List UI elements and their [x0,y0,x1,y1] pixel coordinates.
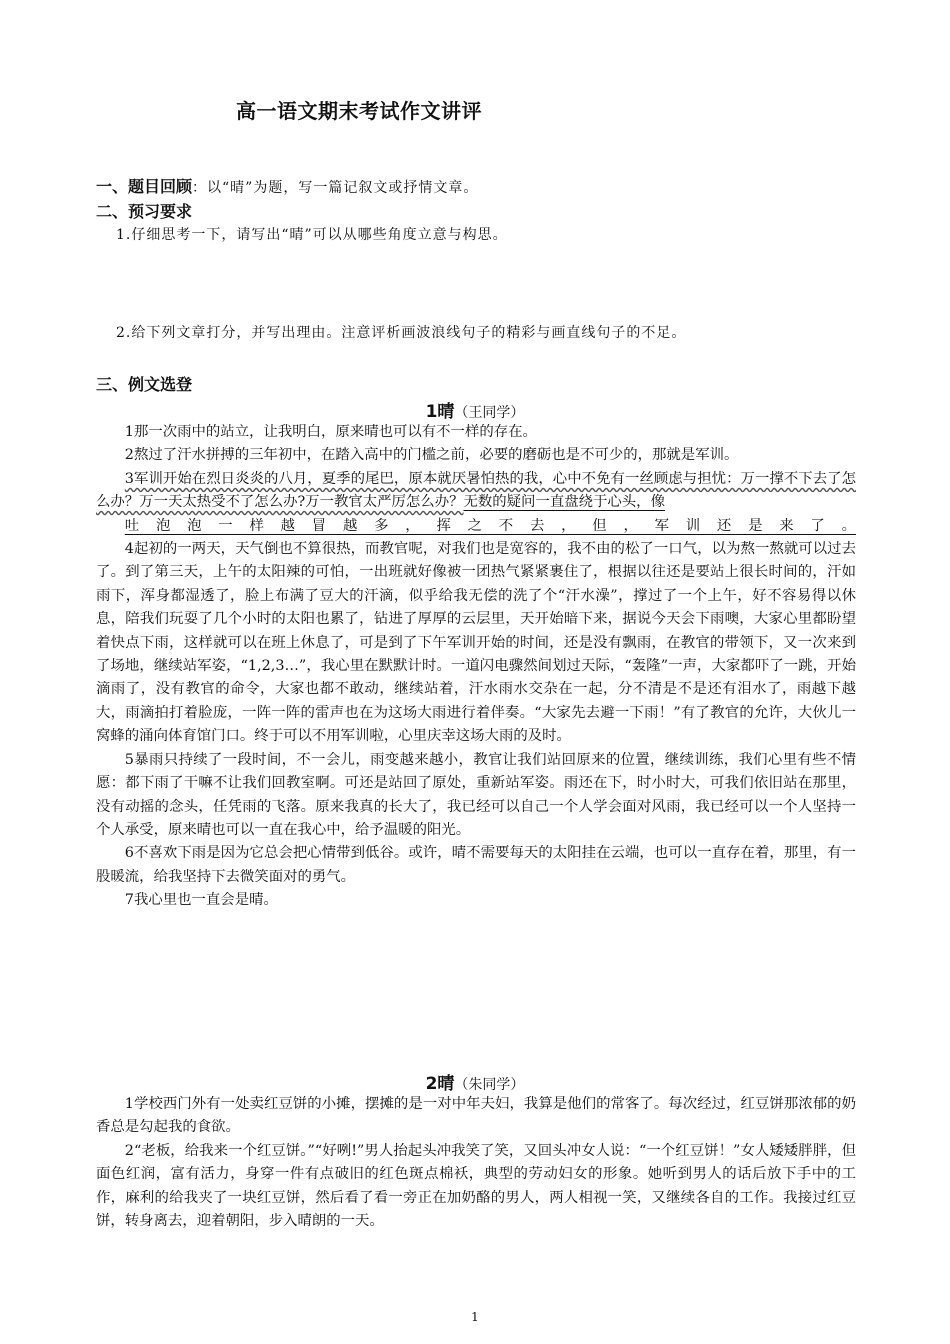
essay-1-heading [0,397,950,422]
section-examples-heading: 三、例文选登 [96,375,193,394]
essay-2-heading [0,1069,950,1094]
essay-1-author: （王同学） [454,405,525,421]
section-topic-text: ：以“晴”为题，写一篇记叙文或抒情文章。 [192,180,479,196]
page-title: 高一语文期末考试作文讲评 [236,99,482,123]
straight-underlined-sentence: 吐泡泡一样越冒越多，挥之不去，但，军训还是来了。 [124,517,856,534]
essay-1-paragraph: 5暴雨只持续了一段时间，不一会儿，雨变越来越小，教官让我们站回原来的位置，继续训练，我们心里有些不情愿：都下雨了干嘛不让我们回教室啊。可还是站回了原处，重新站军姿。雨还在下，时小时大，可我们依旧站在那里，没有动摇的念头，任凭雨的飞落。原来我真的长大了，我已经可以自己一个人学会面对风雨，我已经可以一个人坚持一个人承受，原来晴也可以一直在我心中，给予温暖的阳光。 [96,751,856,838]
essay-2-paragraph: 2“老板，给我来一个红豆饼。”“好咧!”男人抬起头冲我笑了笑，又回头冲女人说：“一个红豆饼！”女人矮矮胖胖，但面色红润，富有活力，身穿一件有点破旧的红色斑点棉袄，典型的劳动妇女的形象。她听到男人的话后放下手中的工作，麻利的给我夹了一块红豆饼，然后看了看一旁正在加奶酪的男人，两人相视一笑，又继续各自的工作。我接过红豆饼，转身离去，迎着朝阳，步入晴朗的一天。 [96,1142,856,1230]
section-topic-review [96,174,478,197]
wavy-underlined-sentence: 3军训开始在烈日炎炎的八月，夏季的尾巴，原本就厌暑怕热的我，心中不免有一丝顾虑与担忧：万一撑不下去了怎么办？万一天太热受不了怎么办?万一教官太严厉怎么办？ [96,470,856,511]
essay-1-paragraph: 4起初的一两天，天气倒也不算很热，而教官呢，对我们也是宽容的，我不由的松了一口气，以为熬一熬就可以过去了。到了第三天，上午的太阳辣的可怕，一出班就好像被一团热气紧紧裹住了，根据以往还是要站上很长时间的，汗如雨下，浑身都湿透了，脸上布满了豆大的汗滴，似乎给我无偿的洗了个“汗水澡”，撑过了一个上午，好不容易得以休息，陪我们玩耍了几个小时的太阳也累了，钻进了厚厚的云层里，天开始暗下来，据说今天会下雨噢，大家心里都盼望着快点下雨，这样就可以在班上休息了，可是到了下午军训开始的时间，还是没有飘雨，在教官的带领下，又一次来到了场地，继续站军姿，“1,2,3…”，我心里在默默计时。一道闪电骤然间划过天际，“轰隆”一声，大家都吓了一跳，开始滴雨了，没有教官的命令，大家也都不敢动，继续站着，汗水雨水交杂在一起，分不清是不是还有泪水了，雨越下越大，雨滴拍打着脸庞，一阵一阵的雷声也在为这场大雨进行着伴奏。“大家先去避一下雨！”有了教官的允许，大伙儿一窝蜂的涌向体育馆门口。终于可以不用军训啦，心里庆幸这场大雨的及时。 [96,541,856,745]
essay-1-title: 1晴 [425,402,455,422]
essay-1-paragraph [96,468,856,515]
essay-2-author: （朱同学） [454,1077,525,1093]
essay-1-paragraph: 2熬过了汗水拼搏的三年初中，在踏入高中的门槛之前，必要的磨砺也是不可少的，那就是军训。 [124,447,739,464]
preview-task-1: 1.仔细思考一下，请写出“晴”可以从哪些角度立意与构思。 [116,227,508,243]
straight-underlined-sentence: 无数的疑问一直盘绕于心头，像 [463,494,665,511]
essay-1-paragraph: 1那一次雨中的站立，让我明白，原来晴也可以有不一样的存在。 [124,424,537,440]
section-topic-label: 一、题目回顾 [96,177,193,196]
essay-2-paragraph: 1学校西门外有一处卖红豆饼的小摊，摆摊的是一对中年夫妇，我算是他们的常客了。每次经过，红豆饼那浓郁的奶香总是勾起我的食欲。 [96,1096,856,1136]
essay-2-body [96,1093,856,1233]
essay-2-title: 2晴 [425,1074,455,1094]
preview-task-2: 2.给下列文章打分，并写出理由。注意评析画波浪线句子的精彩与画直线句子的不足。 [116,325,687,341]
essay-1-paragraph: 7我心里也一直会是晴。 [124,892,278,909]
essay-1-body [96,421,856,913]
page-number: 1 [471,1310,479,1324]
essay-1-paragraph: 6不喜欢下雨是因为它总会把心情带到低谷。或许，晴不需要每天的太阳挂在云端，也可以一直存在着，那里，有一股暖流，给我坚持下去微笑面对的勇气。 [96,845,856,885]
section-preview-heading: 二、预习要求 [96,202,193,221]
essay-1-paragraph-continued [96,515,856,538]
